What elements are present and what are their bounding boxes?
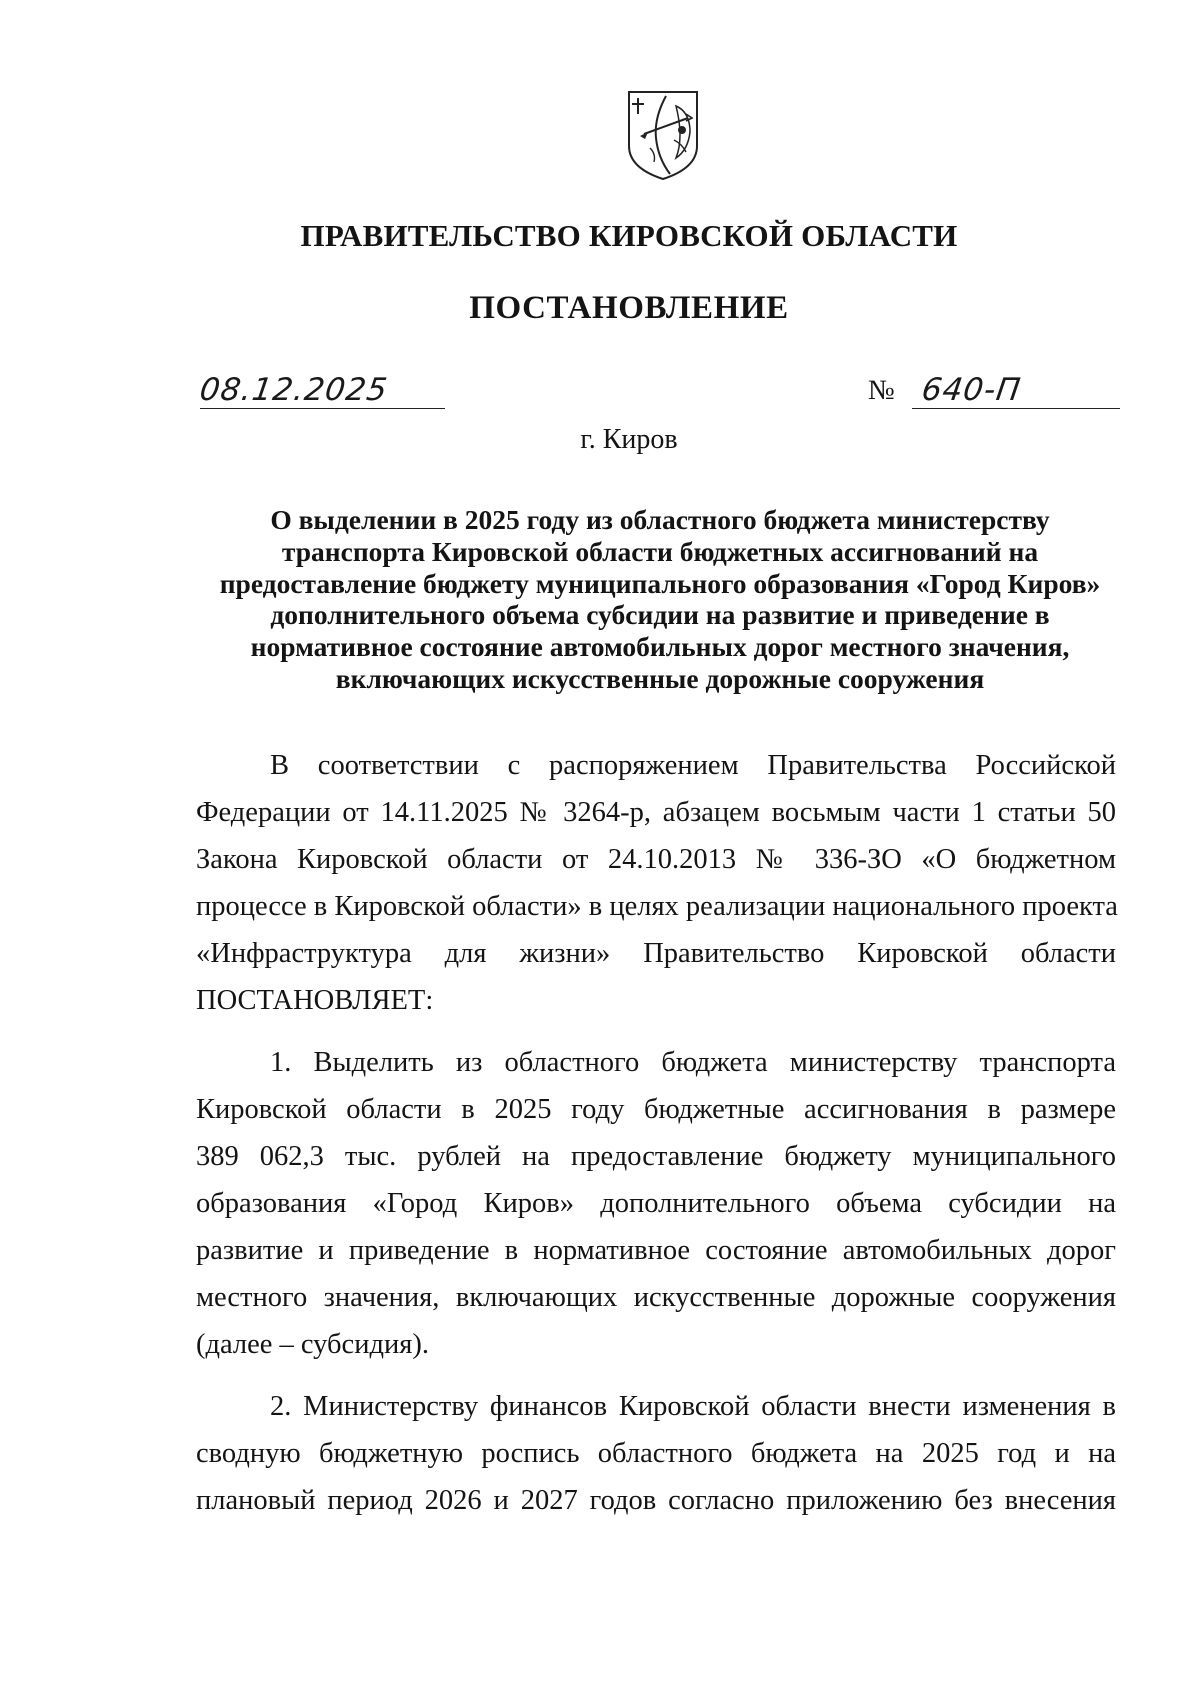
coat-of-arms-icon [626,88,700,182]
body-line: В соответствии с распоряжением Правительства Российской [270,750,1116,781]
subject-line: транспорта Кировской области бюджетных ассигнований на [281,535,1039,567]
document-date: 08.12.2025 [197,372,391,408]
body-line: Кировской области в 2025 году бюджетные ассигнования в размере [196,1094,1116,1125]
body-line: плановый период 2026 и 2027 годов согласно приложению без внесения [196,1485,1116,1516]
document-subject [180,504,1140,695]
item-1-paragraph [196,1039,1116,1368]
subject-line: О выделении в 2025 году из областного бюджета министерству [270,504,1050,535]
preamble-paragraph [196,742,1116,1024]
document-type-title: ПОСТАНОВЛЕНИЕ [469,290,789,326]
subject-line: предоставление бюджету муниципального образования «Город Киров» [219,567,1101,599]
body-line: процессе в Кировской области» в целях реализации национального проекта [196,891,1118,922]
body-line: местного значения, включающих искусственные дорожные сооружения [196,1282,1116,1313]
body-line: Федерации от 14.11.2025 № 3264-р, абзацем восьмым части 1 статьи 50 [196,797,1116,828]
body-line: развитие и приведение в нормативное состояние автомобильных дорог [196,1235,1116,1266]
city: г. Киров [580,424,678,455]
number-label: № [868,375,895,406]
body-line: 2. Министерству финансов Кировской области внести изменения в [270,1391,1116,1422]
body-line: «Инфраструктура для жизни» Правительство Кировской области [196,938,1116,969]
body-line: 389 062,3 тыс. рублей на предоставление бюджету муниципального [196,1141,1116,1172]
subject-line: дополнительного объема субсидии на развитие и приведение в [270,599,1050,631]
document-number: 640-П [919,372,1024,408]
body-line: образования «Город Киров» дополнительного объема субсидии на [196,1188,1116,1219]
body-line: сводную бюджетную роспись областного бюджета на 2025 год и на [196,1438,1116,1469]
body-line: 1. Выделить из областного бюджета министерству транспорта [270,1047,1116,1078]
subject-line: нормативное состояние автомобильных дорог местного значения, [250,631,1070,663]
body-line: (далее – субсидия). [196,1329,429,1360]
body-line: ПОСТАНОВЛЯЕТ: [196,985,434,1016]
government-title: ПРАВИТЕЛЬСТВО КИРОВСКОЙ ОБЛАСТИ [300,218,958,253]
item-2-paragraph [196,1383,1116,1524]
subject-line: включающих искусственные дорожные сооружения [335,662,985,694]
body-line: Закона Кировской области от 24.10.2013 № 336-ЗО «О бюджетном [196,844,1116,875]
